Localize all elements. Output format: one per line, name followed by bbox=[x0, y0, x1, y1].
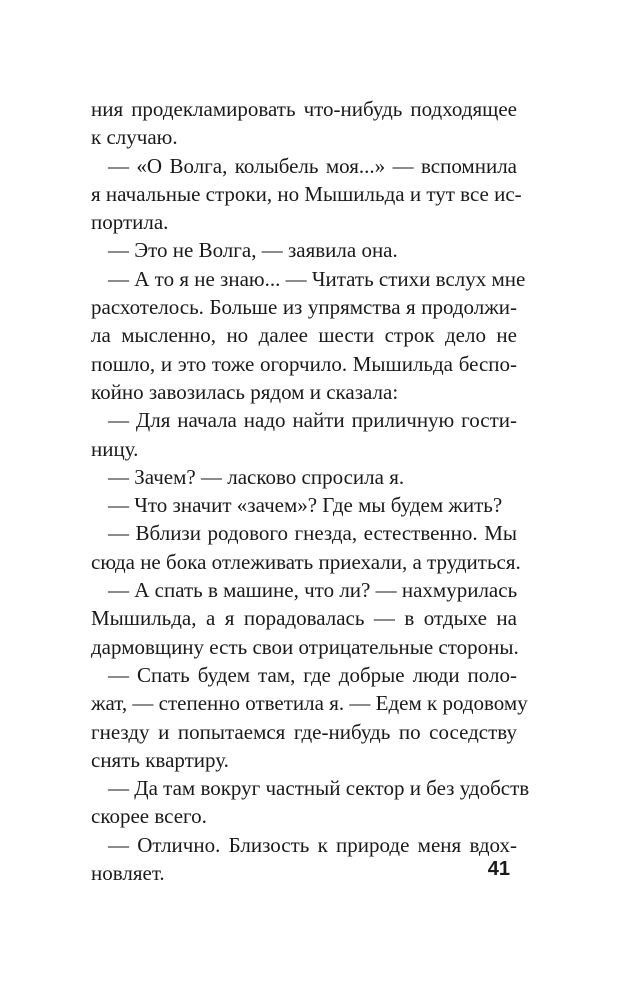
text-line: ния продекламировать что-нибудь подходящее bbox=[91, 97, 517, 121]
text-line: — А то я не знаю... — Читать стихи вслух мне bbox=[108, 266, 526, 291]
text-line: скорее всего. bbox=[91, 804, 207, 829]
text-line: — «О Волга, колыбель моя...» — вспомнила bbox=[108, 153, 517, 178]
body-text bbox=[91, 95, 530, 887]
text-line: — Отлично. Близость к природе меня вдох- bbox=[108, 832, 517, 857]
text-line: жат, — степенно ответила я. — Едем к родовому bbox=[91, 691, 528, 716]
text-line: Мышильда, а я порадовалась — в отдыхе на bbox=[91, 606, 517, 631]
text-line: — Это не Волга, — заявила она. bbox=[108, 238, 398, 263]
text-line: — Да там вокруг частный сектор и без удобств bbox=[108, 776, 530, 801]
text-line: ла мысленно, но далее шести строк дело не bbox=[91, 323, 517, 348]
text-line: — Вблизи родового гнезда, естественно. Мы bbox=[108, 521, 517, 546]
text-line: расхотелось. Больше из упрямства я продолжи- bbox=[91, 295, 517, 320]
page-number: 41 bbox=[487, 858, 510, 880]
text-line: — Что значит «зачем»? Где мы будем жить? bbox=[108, 493, 503, 518]
text-line: ницу. bbox=[91, 436, 139, 461]
text-line: — А спать в машине, что ли? — нахмурилась bbox=[108, 578, 518, 603]
text-line: гнезду и попытаемся где-нибудь по соседству bbox=[91, 719, 517, 744]
text-line: койно завозилась рядом и сказала: bbox=[91, 379, 399, 404]
text-line: дармовщину есть свои отрицательные стороны. bbox=[91, 634, 519, 659]
text-line: к случаю. bbox=[91, 125, 178, 150]
text-line: я начальные строки, но Мышильда и тут все ис- bbox=[91, 181, 522, 206]
text-line: снять квартиру. bbox=[91, 747, 229, 772]
text-line: портила. bbox=[91, 210, 169, 235]
text-line: — Зачем? — ласково спросила я. bbox=[108, 464, 405, 489]
text-line: новляет. bbox=[91, 861, 165, 886]
text-line: сюда не бока отлеживать приехали, а трудиться. bbox=[91, 549, 521, 574]
text-line: — Спать будем там, где добрые люди поло- bbox=[108, 662, 517, 687]
text-line: пошло, и это тоже огорчило. Мышильда беспо- bbox=[91, 351, 517, 376]
text-line: — Для начала надо найти приличную гости- bbox=[108, 408, 517, 433]
